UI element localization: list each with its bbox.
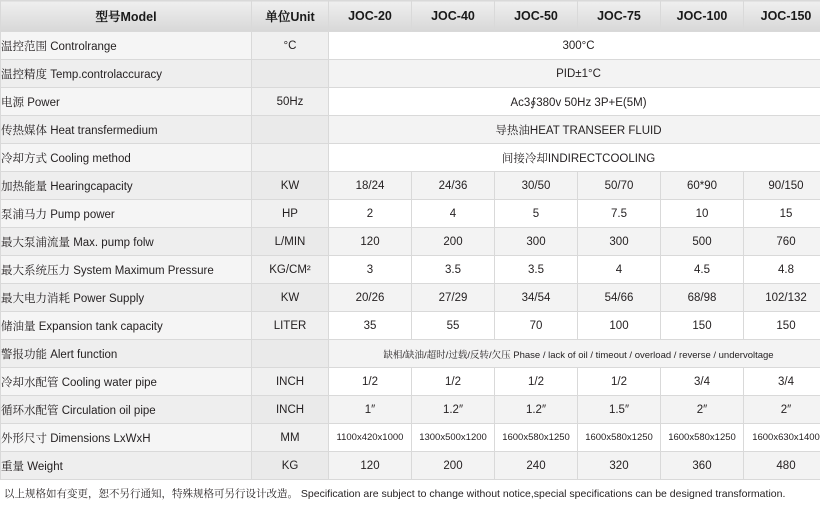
column-header-model: 型号Model [1,1,252,32]
row-label: 最大泵浦流量 Max. pump folw [1,228,252,256]
row-cell: 2 [329,200,412,228]
row-unit: KG/CM² [252,256,329,284]
row-unit [252,116,329,144]
row-cell: 18/24 [329,172,412,200]
row-cell: 1600x580x1250 [495,424,578,452]
row-cell: 20/26 [329,284,412,312]
row-unit [252,60,329,88]
row-label: 温控范围 Controlrange [1,32,252,60]
row-unit: KW [252,284,329,312]
row-cell: 3.5 [412,256,495,284]
row-label: 冷却水配管 Cooling water pipe [1,368,252,396]
row-label: 冷却方式 Cooling method [1,144,252,172]
table-row [1,144,820,172]
column-header-unit: 单位Unit [252,1,329,32]
row-cell: 1/2 [329,368,412,396]
row-cell: 7.5 [578,200,661,228]
row-label: 加热能量 Hearingcapacity [1,172,252,200]
row-cell: 300 [578,228,661,256]
row-span-value: 缺相/缺油/超时/过载/反转/欠压 Phase / lack of oil / timeout / overload / reverse / undervoltage [329,340,820,368]
row-cell: 1/2 [495,368,578,396]
column-header-joc-100: JOC-100 [661,1,744,32]
row-label: 最大系统压力 System Maximum Pressure [1,256,252,284]
column-header-joc-50: JOC-50 [495,1,578,32]
row-cell: 54/66 [578,284,661,312]
row-unit: MM [252,424,329,452]
row-cell: 360 [661,452,744,480]
row-cell: 200 [412,228,495,256]
row-cell: 4 [412,200,495,228]
row-cell: 3.5 [495,256,578,284]
column-header-joc-20: JOC-20 [329,1,412,32]
row-unit [252,144,329,172]
row-unit: KW [252,172,329,200]
row-cell: 1.5″ [578,396,661,424]
row-cell: 100 [578,312,661,340]
table-row [1,256,820,284]
row-cell: 4.5 [661,256,744,284]
row-unit: INCH [252,396,329,424]
row-cell: 55 [412,312,495,340]
row-cell: 10 [661,200,744,228]
row-cell: 150 [744,312,820,340]
row-cell: 68/98 [661,284,744,312]
table-row [1,200,820,228]
row-cell: 1″ [329,396,412,424]
row-label: 重量 Weight [1,452,252,480]
table-row [1,284,820,312]
row-label: 传热媒体 Heat transfermedium [1,116,252,144]
table-row [1,452,820,480]
row-cell: 24/36 [412,172,495,200]
column-header-joc-40: JOC-40 [412,1,495,32]
row-cell: 1100x420x1000 [329,424,412,452]
table-row [1,312,820,340]
row-cell: 50/70 [578,172,661,200]
row-cell: 1.2″ [412,396,495,424]
row-cell: 760 [744,228,820,256]
table-row [1,88,820,116]
table-row [1,172,820,200]
row-cell: 3/4 [744,368,820,396]
footnote-text: 以上规格如有变更，恕不另行通知，特殊规格可另行设计改造。 Specification are subject to change without notice,special specifications can be designed transformation. [4,488,786,500]
row-label: 泵浦马力 Pump power [1,200,252,228]
row-cell: 480 [744,452,820,480]
row-span-value: Ac3∮380v 50Hz 3P+E(5M) [329,88,820,116]
row-cell: 1600x630x1400 [744,424,820,452]
row-cell: 3/4 [661,368,744,396]
row-cell: 30/50 [495,172,578,200]
row-cell: 35 [329,312,412,340]
row-label: 外形尺寸 Dimensions LxWxH [1,424,252,452]
row-cell: 60*90 [661,172,744,200]
table-row [1,116,820,144]
table-row [1,424,820,452]
table-row [1,32,820,60]
row-unit: L/MIN [252,228,329,256]
row-unit [252,340,329,368]
row-cell: 70 [495,312,578,340]
row-unit: °C [252,32,329,60]
row-label: 电源 Power [1,88,252,116]
row-cell: 120 [329,452,412,480]
row-cell: 2″ [661,396,744,424]
row-unit: HP [252,200,329,228]
row-cell: 200 [412,452,495,480]
row-cell: 1600x580x1250 [661,424,744,452]
row-cell: 1300x500x1200 [412,424,495,452]
row-span-value: 300°C [329,32,820,60]
header-row [1,1,820,32]
row-label: 警报功能 Alert function [1,340,252,368]
row-unit: LITER [252,312,329,340]
table-row [1,228,820,256]
row-unit: 50Hz [252,88,329,116]
table-header [1,1,820,32]
row-span-value: 导热油HEAT TRANSEER FLUID [329,116,820,144]
row-cell: 240 [495,452,578,480]
row-label: 循环水配管 Circulation oil pipe [1,396,252,424]
row-cell: 4.8 [744,256,820,284]
row-cell: 4 [578,256,661,284]
row-span-value: PID±1°C [329,60,820,88]
row-label: 温控精度 Temp.controlaccuracy [1,60,252,88]
table-row [1,60,820,88]
column-header-joc-75: JOC-75 [578,1,661,32]
row-unit: KG [252,452,329,480]
table-row [1,396,820,424]
row-cell: 150 [661,312,744,340]
table-row [1,340,820,368]
row-unit: INCH [252,368,329,396]
row-label: 最大电力消耗 Power Supply [1,284,252,312]
row-cell: 300 [495,228,578,256]
row-cell: 1/2 [578,368,661,396]
row-cell: 500 [661,228,744,256]
row-cell: 27/29 [412,284,495,312]
column-header-joc-150: JOC-150 [744,1,820,32]
row-cell: 102/132 [744,284,820,312]
row-cell: 3 [329,256,412,284]
row-cell: 34/54 [495,284,578,312]
row-cell: 1.2″ [495,396,578,424]
table-row [1,368,820,396]
table-body [1,32,820,480]
row-cell: 1600x580x1250 [578,424,661,452]
row-cell: 120 [329,228,412,256]
row-label: 储油量 Expansion tank capacity [1,312,252,340]
row-cell: 320 [578,452,661,480]
row-cell: 1/2 [412,368,495,396]
row-span-value: 间接冷却INDIRECTCOOLING [329,144,820,172]
row-cell: 90/150 [744,172,820,200]
row-cell: 2″ [744,396,820,424]
row-cell: 5 [495,200,578,228]
row-cell: 15 [744,200,820,228]
